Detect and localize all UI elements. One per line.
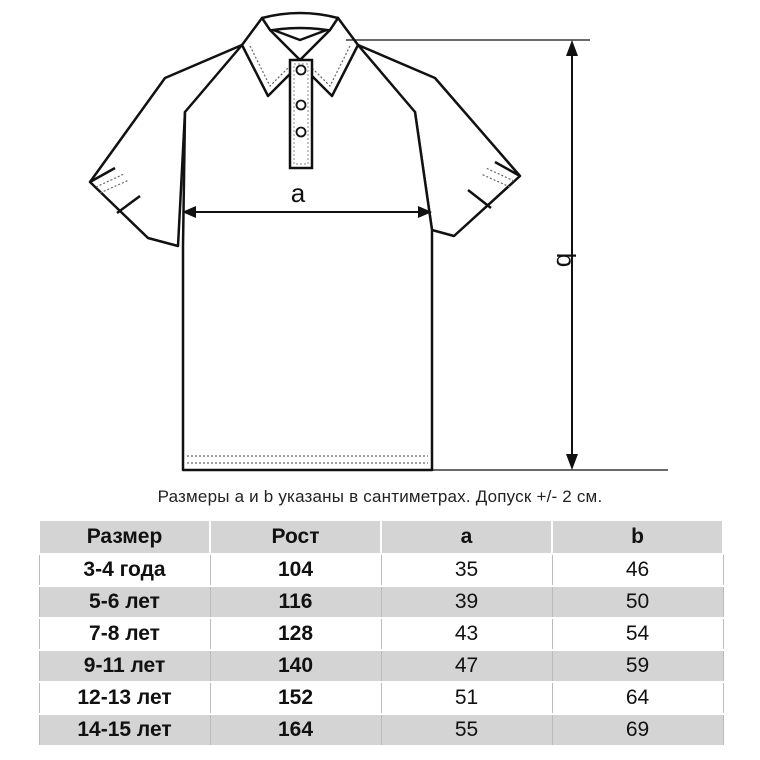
cell-a: 39 bbox=[381, 586, 552, 618]
cell-size: 3-4 года bbox=[39, 554, 210, 586]
cell-size: 12-13 лет bbox=[39, 682, 210, 714]
cell-size: 14-15 лет bbox=[39, 714, 210, 746]
cell-a: 43 bbox=[381, 618, 552, 650]
cell-b: 54 bbox=[552, 618, 723, 650]
cell-size: 9-11 лет bbox=[39, 650, 210, 682]
table-header-row bbox=[39, 520, 723, 554]
table-row bbox=[39, 682, 723, 714]
cell-a: 55 bbox=[381, 714, 552, 746]
cell-height: 164 bbox=[210, 714, 381, 746]
column-header-size: Размер bbox=[39, 520, 210, 554]
size-table bbox=[38, 519, 724, 747]
column-header-a: a bbox=[381, 520, 552, 554]
table-row bbox=[39, 618, 723, 650]
collar-back bbox=[262, 13, 338, 32]
cell-size: 5-6 лет bbox=[39, 586, 210, 618]
cell-b: 50 bbox=[552, 586, 723, 618]
cell-height: 140 bbox=[210, 650, 381, 682]
cell-b: 46 bbox=[552, 554, 723, 586]
button-icon bbox=[297, 128, 306, 137]
measurement-note: Размеры a и b указаны в сантиметрах. Допуск +/- 2 см. bbox=[157, 487, 603, 506]
placket bbox=[290, 60, 312, 168]
cell-a: 35 bbox=[381, 554, 552, 586]
cell-a: 47 bbox=[381, 650, 552, 682]
table-row bbox=[39, 714, 723, 746]
column-header-height: Рост bbox=[210, 520, 381, 554]
button-icon bbox=[297, 101, 306, 110]
cell-height: 116 bbox=[210, 586, 381, 618]
cell-height: 152 bbox=[210, 682, 381, 714]
dimension-b-label: b bbox=[551, 252, 581, 268]
cell-b: 69 bbox=[552, 714, 723, 746]
button-icon bbox=[297, 66, 306, 75]
cell-size: 7-8 лет bbox=[39, 618, 210, 650]
table-row bbox=[39, 586, 723, 618]
cell-b: 64 bbox=[552, 682, 723, 714]
column-header-b: b bbox=[552, 520, 723, 554]
cell-a: 51 bbox=[381, 682, 552, 714]
table-row bbox=[39, 554, 723, 586]
cell-height: 128 bbox=[210, 618, 381, 650]
table-row bbox=[39, 650, 723, 682]
cell-b: 59 bbox=[552, 650, 723, 682]
cell-height: 104 bbox=[210, 554, 381, 586]
dimension-a-label: a bbox=[290, 178, 306, 208]
